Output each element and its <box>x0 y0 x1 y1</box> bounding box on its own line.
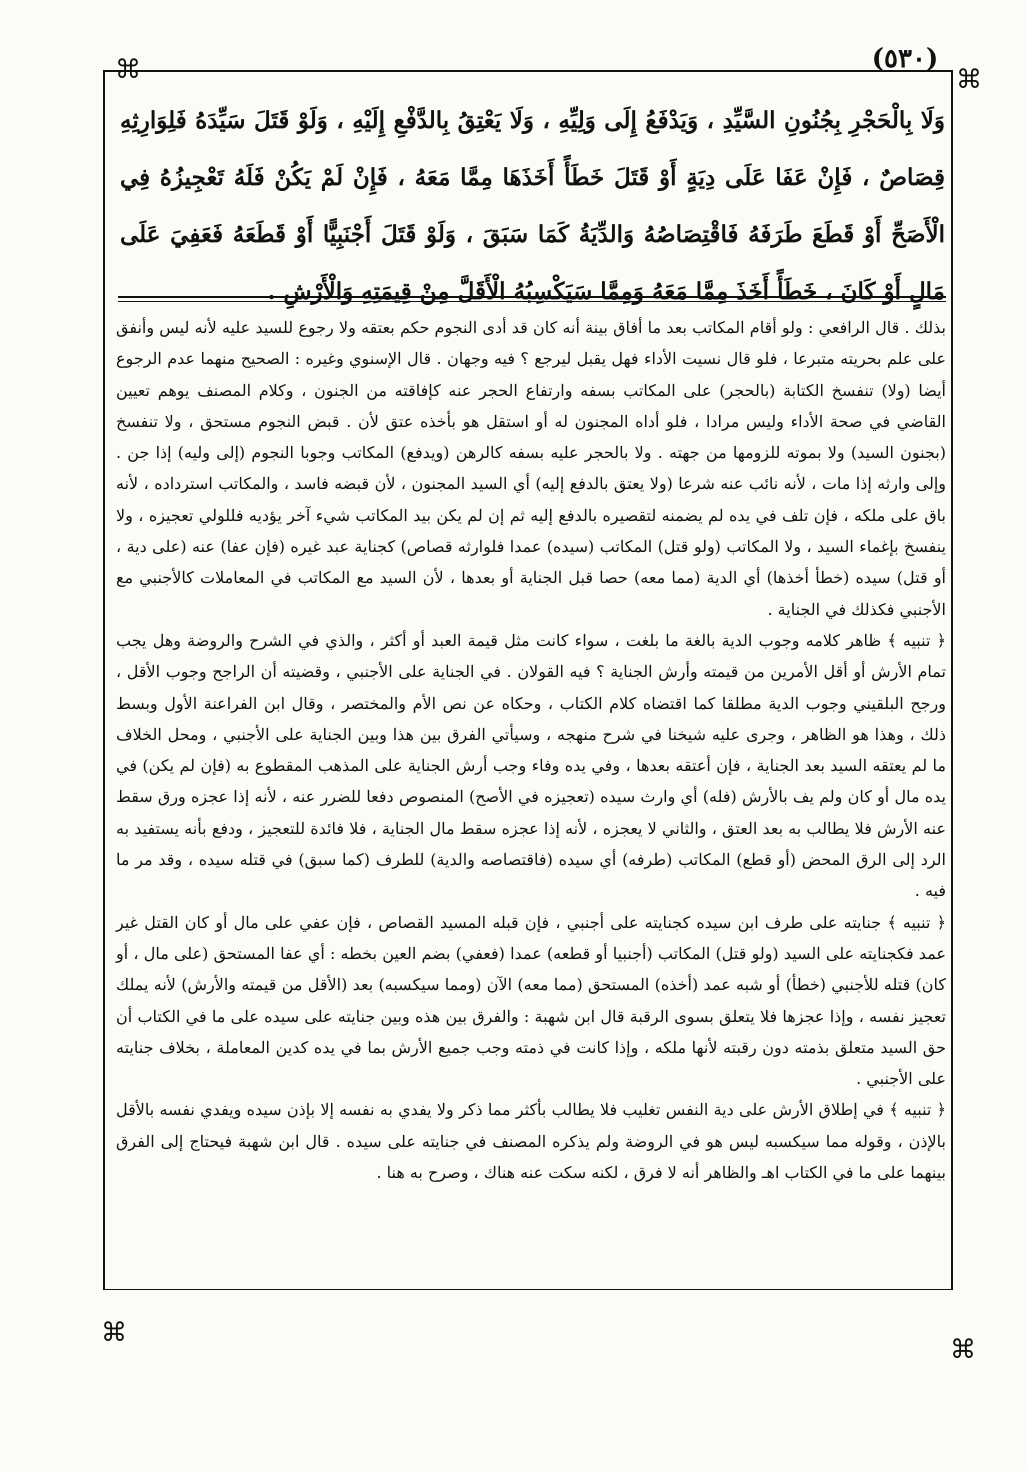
separator-line-thin <box>118 301 946 302</box>
commentary-paragraph: ﴿ تنبيه ﴾ جنايته على طرف ابن سيده كجنايته على أجنبي ، فإن قبله المسيد القصاص ، فإن عفي على مال أو كان القتل غير عمد فكجنايته على السيد (ولو قتل) المكاتب (أجنبيا أو قطعه) عمدا (فعفي) بضم العين بخطه : أي عفا المستحق (على مال ، أو كان) قتله للأجنبي (خطأ) أو شبه عمد (أخذه) المستحق (مما معه) الآن (ومما سيكسبه) بعد (الأقل من قيمته والأرش) لأنه يملك تعجيز نفسه ، وإذا عجزها فلا يتعلق بسوى الرقبة قال ابن شهبة : والفرق بين هذه وبين جنايته على سيده على ما في الكتاب أن حق السيد متعلق بذمته دون رقبته لأنها ملكه ، وإذا كانت في ذمته وجب جميع الأرش بما في يده كدين المعاملة ، بخلاف جنايته على الأجنبي . <box>116 912 947 1089</box>
commentary-paragraph: بذلك . قال الرافعي : ولو أقام المكاتب بعد ما أفاق بينة أنه كان قد أدى النجوم حكم بعتقه ولا رجوع للسيد عليه لأنه ليس وأنفق على علم بحريته متبرعا ، فلو قال نسيت الأداء فهل يقبل ليرجع ؟ فيه وجهان . قال الإسنوي وغيره : الصحيح منهما عدم الرجوع أيضا (ولا) تنفسخ الكتابة (بالحجر) على المكاتب بسفه وارتفاع الحجر عنه كإفاقته من الجنون ، وكلام المصنف يوهم تعيين القاضي في صحة الأداء وليس مرادا ، فلو أداه المجنون له أو استقل هو بأخذه عتق لأن . قبض النجوم مستحق ، ولا تنفسخ (بجنون السيد) ولا بموته للزومها من جهته . ولا بالحجر عليه بسفه كالرهن (ويدفع) المكاتب وجوبا النجوم (إلى وليه) إذا جن . وإلى وارثه إذا مات ، لأنه نائب عنه شرعا (ولا يعتق بالدفع إليه) أي السيد المجنون ، لأن قبضه فاسد ، والمكاتب استرداده ، لأنه باق على ملكه ، فإن تلف في يده لم يضمنه لتقصيره بالدفع إليه ثم إن لم يكن بيد المكاتب شيء آخر يؤديه فللولي تعجيزه ، ولا ينفسخ بإغماء السيد ، ولا المكاتب (ولو قتل) المكاتب (سيده) عمدا فلوارثه قصاص) كجناية عبد غيره (فإن عفا) عنه (على دية ، أو قتل) سيده (خطأ أخذها) أي الدية (مما معه) حصا قبل الجناية أو بعدها ، لأن السيد مع المكاتب في المعاملات كالأجنبي مع الأجنبي فكذلك في الجناية . <box>116 318 946 619</box>
commentary-text-sharh <box>116 312 946 1188</box>
commentary-paragraph: ﴿ تنبيه ﴾ في إطلاق الأرش على دية النفس تغليب فلا يطالب بأكثر مما ذكر ولا يفدي به نفسه إلا بإذن سيده ويفدي نفسه بالأقل بالإذن ، وقوله مما سيكسبه ليس هو في الروضة ولم يذكره المصنف في جنايته على سيده . قال ابن شهبة فيحتاج إلى الفرق بينهما على ما في الكتاب اهـ والظاهر أنه لا فرق ، لكنه سكت عنه هناك ، وصرح به هنا . <box>116 1100 947 1183</box>
main-text-matn: وَلَا بِالْحَجْرِ بِجُنُونِ السَّيِّدِ ، وَيَدْفَعُ إِلَى وَلِيِّهِ ، وَلَا يَعْتِقُ بِالدَّفْعِ إِلَيْهِ ، وَلَوْ قَتَلَ سَيِّدَهُ فَلِوَارِثِهِ قِصَاصٌ ، فَإِنْ عَفَا عَلَى دِيَةٍ أَوْ قَتَلَ خَطَأً أَخَذَهَا مِمَّا مَعَهُ ، فَإِنْ لَمْ يَكُنْ فَلَهُ تَعْجِيزُهُ فِي الْأَصَحِّ أَوْ قَطَعَ طَرَفَهُ فَاقْتِصَاصُهُ وَالدِّيَةُ كَمَا سَبَقَ ، وَلَوْ قَتَلَ أَجْنَبِيًّا أَوْ قَطَعَهُ فَعَفِيَ عَلَى مَالٍ أَوْ كَانَ ، خَطَأً أَخَذَ مِمَّا مَعَهُ وَمِمَّا سَيَكْسِبُهُ الْأَقَلَّ مِنْ قِيمَتِهِ وَالْأَرْشِ . <box>120 107 945 305</box>
top-right-ornament-icon: ⌘ <box>956 65 982 95</box>
bottom-left-ornament-icon: ⌘ <box>101 1318 127 1348</box>
top-left-ornament-icon: ⌘ <box>115 55 141 85</box>
page-number: (٥٣٠) <box>871 44 939 74</box>
separator-line <box>118 296 946 298</box>
bottom-right-ornament-icon: ⌘ <box>950 1335 976 1365</box>
commentary-paragraph: ﴿ تنبيه ﴾ ظاهر كلامه وجوب الدية بالغة ما بلغت ، سواء كانت مثل قيمة العبد أو أكثر ، والذي في الشرح والروضة وهل يجب تمام الأرش أو أقل الأمرين من قيمته وأرش الجناية ؟ فيه القولان . في الجناية على الأجنبي ، وقضيته أن الراجح وجوب الأقل ، ورجح البلقيني وجوب الدية مطلقا كما اقتضاه كلام الكتاب ، وحكاه عن نص الأم والمختصر ، وقال ابن الفراعنة الأول وبسط ذلك ، وهذا هو الظاهر ، وجرى عليه شيخنا في شرح منهجه ، وسيأتي الفرق بين هذا وبين الجناية على الأجنبي ، ومحل الخلاف ما لم يعتقه السيد بعد الجناية ، فإن أعتقه بعدها ، وفي يده وفاء وجب أرش الجناية على المذهب المقطوع به (فإن لم يكن) في يده مال أو كان ولم يف بالأرش (فله) أي وارث سيده (تعجيزه في الأصح) المنصوص دفعا للضرر عنه ، لأنه إذا عجزه ورق سقط عنه الأرش فلا يطالب به بعد العتق ، والثاني لا يعجزه ، لأنه إذا عجزه سقط مال الجناية ، فلا فائدة للتعجيز ، ودفع بأنه يستفيد به الرد إلى الرق المحض (أو قطع) المكاتب (طرفه) أي سيده (فاقتصاصه والدية) للطرف (كما سبق) في قتله سيده ، وقد مر ما فيه . <box>116 630 947 901</box>
